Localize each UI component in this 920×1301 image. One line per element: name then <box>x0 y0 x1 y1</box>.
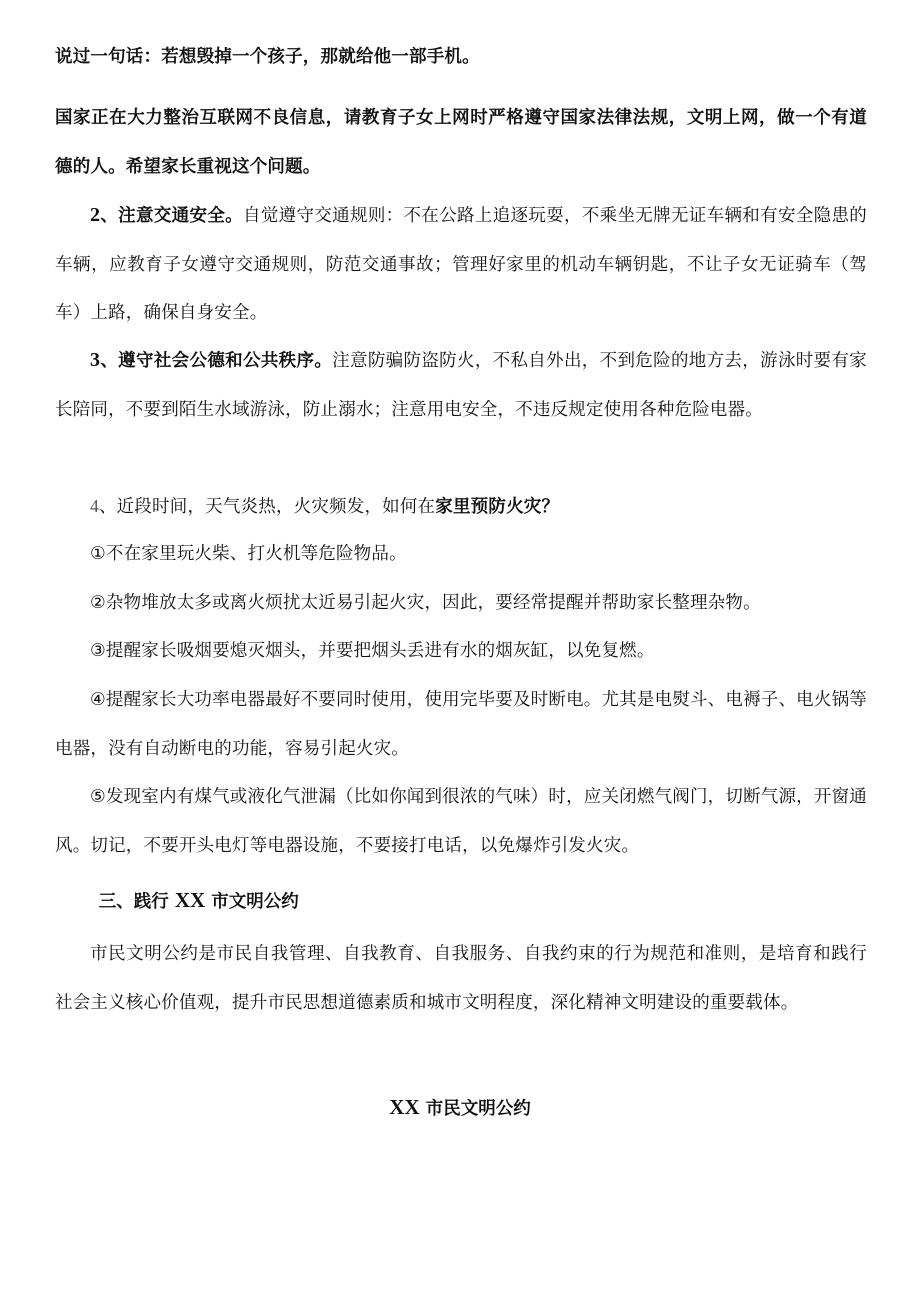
fire-tip-1: ①不在家里玩火柴、打火机等危险物品。 <box>90 544 407 564</box>
item-bold-tail: 家里预防火灾？ <box>435 497 560 517</box>
section-heading-prefix: 三、践行 <box>98 892 169 912</box>
section-heading <box>55 876 867 927</box>
paragraph-fire-question <box>55 482 867 532</box>
fire-tip-4: ④提醒家长大功率电器最好不要同时使用，使用完毕要及时断电。尤其是电熨斗、电褥子、电火锅等电器，没有自动断电的功能，容易引起火灾。 <box>55 690 867 759</box>
item-body: 自觉遵守交通规则：不在公路上追逐玩耍，不乘坐无牌无证车辆和有安全隐患的车辆，应教育子女遵守交通规则，防范交通事故；管理好家里的机动车辆钥匙，不让子女无证骑车（驾车）上路，确保自身安全。 <box>55 206 867 323</box>
item-number: 4 <box>90 496 99 516</box>
item-intro: 、近段时间，天气炎热，火灾频发，如何在 <box>98 497 436 517</box>
fire-tip-5: ⑤发现室内有煤气或液化气泄漏（比如你闻到很浓的气味）时，应关闭燃气阀门，切断气源，开窗通风。切记，不要开头电灯等电器设施，不要接打电话，以免爆炸引发火灾。 <box>55 787 867 856</box>
paragraph-internet-notice: 国家正在大力整治互联网不良信息，请教育子女上网时严格遵守国家法律法规，文明上网，做一个有道德的人。希望家长重视这个问题。 <box>55 108 867 177</box>
item-number: 2 <box>90 204 101 226</box>
item-title: 、遵守社会公德和公共秩序。 <box>100 351 333 371</box>
paragraph-civic-convention: 市民文明公约是市民自我管理、自我教育、自我服务、自我约束的行为规范和准则，是培育和践行社会主义核心价值观，提升市民思想道德素质和城市文明程度，深化精神文明建设的重要载体。 <box>55 944 867 1013</box>
section-heading-xx: XX <box>174 888 206 912</box>
title-suffix: 市民文明公约 <box>425 1099 531 1119</box>
title-xx: XX <box>389 1095 420 1119</box>
paragraph-phone-quote: 说过一句话：若想毁掉一个孩子，那就给他一部手机。 <box>55 47 480 67</box>
document-title <box>0 1083 920 1134</box>
paragraph-public-order <box>55 336 867 434</box>
paragraph-traffic-safety <box>55 191 867 338</box>
item-title: 、注意交通安全。 <box>100 206 243 226</box>
section-heading-suffix: 市文明公约 <box>211 892 299 912</box>
fire-tip-2: ②杂物堆放太多或离火烦扰太近易引起火灾，因此，要经常提醒并帮助家长整理杂物。 <box>90 593 761 613</box>
item-body: 注意防骗防盗防火，不私自外出，不到危险的地方去，游泳时要有家长陪同，不要到陌生水域游泳，防止溺水；注意用电安全，不违反规定使用各种危险电器。 <box>55 351 867 420</box>
fire-tip-3: ③提醒家长吸烟要熄灭烟头，并要把烟头丢进有水的烟灰缸，以免复燃。 <box>90 641 655 661</box>
item-number: 3 <box>90 349 101 371</box>
